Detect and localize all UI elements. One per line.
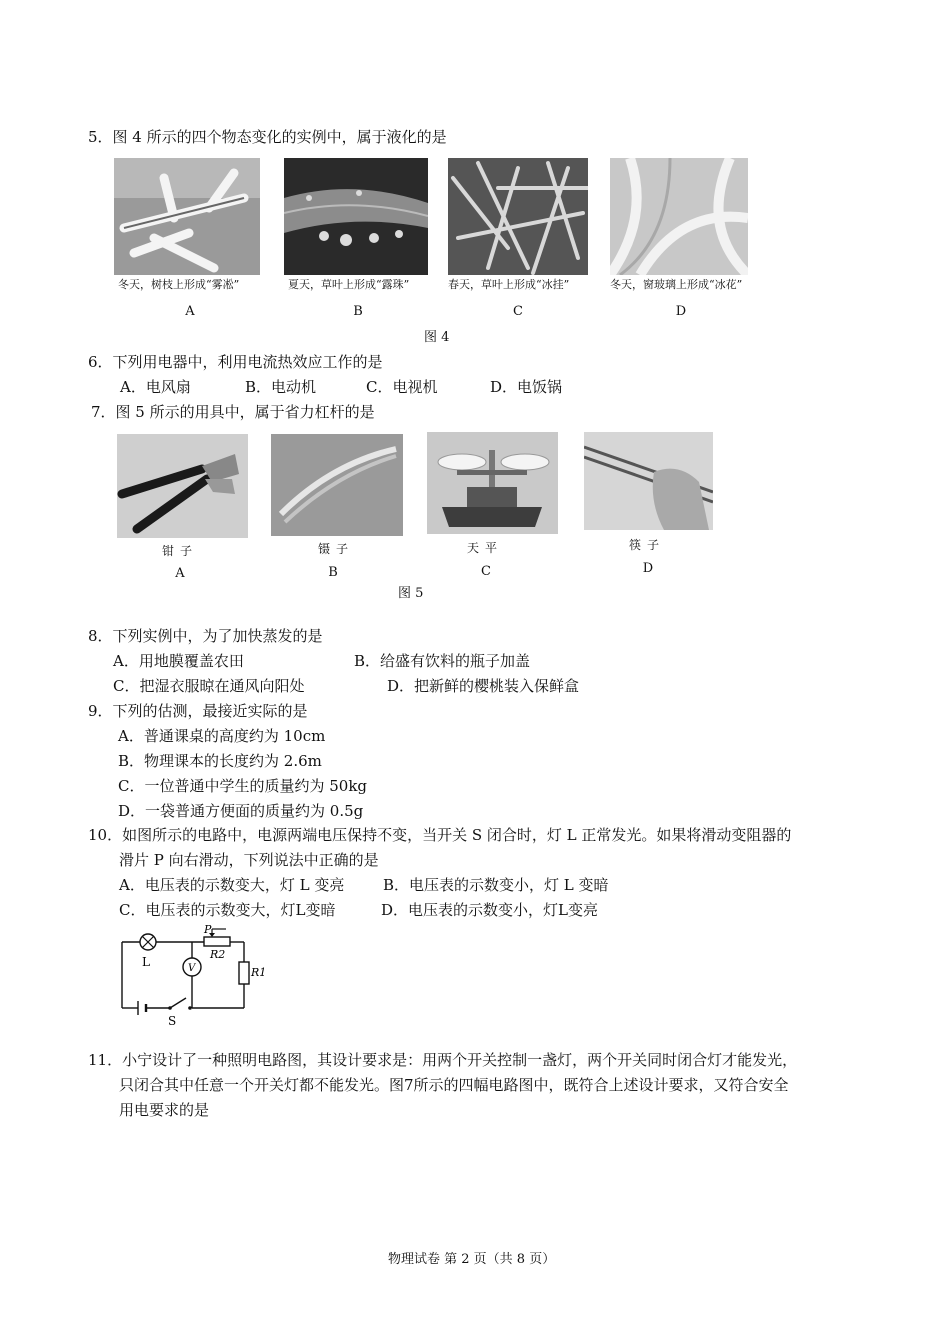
q8-option-d: D．把新鲜的樱桃装入保鲜盒 xyxy=(387,677,580,695)
q5-caption-c: 春天，草叶上形成“冰挂” xyxy=(448,278,570,291)
q6-option-c: C．电视机 xyxy=(366,378,438,396)
page-footer: 物理试卷 第 2 页（共 8 页） xyxy=(388,1252,556,1267)
q7-letter-b: B xyxy=(328,565,338,580)
photo-rime-branch xyxy=(114,158,260,275)
q8-option-a: A．用地膜覆盖农田 xyxy=(113,652,244,670)
photo-ice-grass xyxy=(448,158,588,275)
rheostat-symbol xyxy=(204,937,230,946)
q6-option-d: D．电饭锅 xyxy=(490,378,563,396)
q10-text-line1: 10．如图所示的电路中，电源两端电压保持不变，当开关 S 闭合时，灯 L 正常发光。如果将滑动变阻器的 xyxy=(88,826,792,844)
q9-option-c: C．一位普通中学生的质量约为 50kg xyxy=(118,777,368,795)
q7-letter-d: D xyxy=(642,561,654,576)
photo-tweezers xyxy=(271,434,403,536)
figure-5-caption: 图 5 xyxy=(398,586,424,601)
q8-text: 8．下列实例中，为了加快蒸发的是 xyxy=(88,627,323,645)
photo-chopsticks xyxy=(584,432,713,530)
q5-text: 5．图 4 所示的四个物态变化的实例中，属于液化的是 xyxy=(88,128,447,146)
rheostat-label: R2 xyxy=(210,948,226,961)
resistor-symbol xyxy=(239,962,249,984)
q8-option-b: B．给盛有饮料的瓶子加盖 xyxy=(354,652,531,670)
q6-option-a: A．电风扇 xyxy=(120,378,191,396)
q5-letter-a: A xyxy=(185,304,195,319)
slider-label: P xyxy=(204,924,212,936)
q5-letter-d: D xyxy=(675,304,687,319)
q7-label-a: 钳子 xyxy=(162,544,199,558)
photo-frost-window xyxy=(610,158,748,275)
q5-letter-b: B xyxy=(353,304,363,319)
q9-text: 9．下列的估测，最接近实际的是 xyxy=(88,702,308,720)
q9-option-a: A．普通课桌的高度约为 10cm xyxy=(118,727,326,745)
lamp-symbol xyxy=(140,934,156,950)
q7-label-b: 镊子 xyxy=(318,542,355,556)
q7-label-d: 筷子 xyxy=(629,538,666,552)
q9-option-d: D．一袋普通方便面的质量约为 0.5g xyxy=(118,802,364,820)
q6-option-b: B．电动机 xyxy=(245,378,317,396)
resistor-label: R1 xyxy=(251,966,267,979)
q10-circuit-diagram xyxy=(112,924,272,1028)
q10-option-c: C．电压表的示数变大，灯L变暗 xyxy=(119,901,336,919)
photo-balance xyxy=(427,432,558,534)
q5-caption-d: 冬天，窗玻璃上形成“冰花” xyxy=(610,278,743,291)
q11-text-line3: 用电要求的是 xyxy=(119,1101,210,1119)
q6-text: 6．下列用电器中，利用电流热效应工作的是 xyxy=(88,353,383,371)
q10-option-a: A．电压表的示数变大，灯 L 变亮 xyxy=(119,876,345,894)
photo-pliers xyxy=(117,434,248,538)
q7-letter-a: A xyxy=(175,566,185,581)
photo-dew-leaf xyxy=(284,158,428,275)
q11-text-line2: 只闭合其中任意一个开关灯都不能发光。图7所示的四幅电路图中，既符合上述设计要求，又符合安全 xyxy=(119,1076,789,1094)
q7-letter-c: C xyxy=(481,564,491,579)
q5-caption-b: 夏天，草叶上形成“露珠” xyxy=(288,278,410,291)
q11-text-line1: 11．小宁设计了一种照明电路图，其设计要求是：用两个开关控制一盏灯，两个开关同时闭合灯才能发光， xyxy=(88,1051,798,1069)
q10-option-d: D．电压表的示数变小，灯L变亮 xyxy=(381,901,598,919)
q7-label-c: 天平 xyxy=(467,541,504,555)
q8-option-c: C．把湿衣服晾在通风向阳处 xyxy=(113,677,305,695)
q10-option-b: B．电压表的示数变小，灯 L 变暗 xyxy=(383,876,609,894)
figure-4-caption: 图 4 xyxy=(424,330,450,345)
lamp-label: L xyxy=(142,955,150,969)
q5-caption-a: 冬天，树枝上形成“雾凇” xyxy=(118,278,240,291)
q9-option-b: B．物理课本的长度约为 2.6m xyxy=(118,752,322,770)
voltmeter-label: V xyxy=(188,963,196,974)
q10-text-line2: 滑片 P 向右滑动，下列说法中正确的是 xyxy=(119,851,379,869)
q7-text: 7．图 5 所示的用具中，属于省力杠杆的是 xyxy=(91,403,375,421)
switch-label: S xyxy=(168,1014,177,1028)
q5-letter-c: C xyxy=(513,304,523,319)
